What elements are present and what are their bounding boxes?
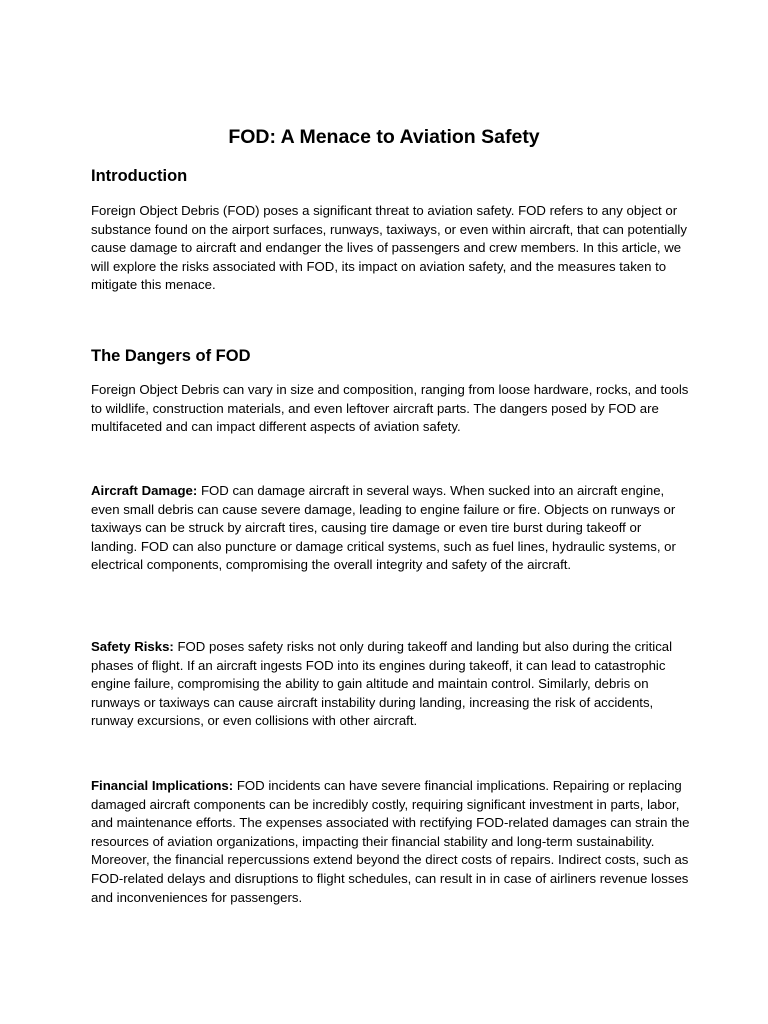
aircraft-damage-text: FOD can damage aircraft in several ways. When sucked into an aircraft engine, even small debris can cause severe damage, leading to engine failure or fire. Objects on runways or taxiways can be struck by aircraft tires, causing tire damage or even tire burst during takeoff or landing. FOD can also puncture or damage critical systems, such as fuel lines, hydraulic systems, or electrical components, compromising the overall integrity and safety of the aircraft. <box>91 483 676 573</box>
dangers-paragraph: Foreign Object Debris can vary in size and composition, ranging from loose hardware, rocks, and tools to wildlife, construction materials, and even leftover aircraft parts. The dangers posed by FOD are multifaceted and can impact different aspects of aviation safety. <box>91 382 689 435</box>
financial-implications-text: FOD incidents can have severe financial implications. Repairing or replacing damaged aircraft components can be incredibly costly, requiring significant investment in parts, labor, and maintenance efforts. The expenses associated with rectifying FOD-related damages can strain the resources of aviation organizations, impacting their financial stability and long-term sustainability. Moreover, the financial repercussions extend beyond the direct costs of repairs. Indirect costs, such as FOD-related delays and disruptions to flight schedules, can result in in case of airliners revenue losses and inconveniences for passengers. <box>91 778 690 905</box>
aircraft-damage-label: Aircraft Damage: <box>91 483 198 498</box>
safety-risks-paragraph <box>91 638 691 731</box>
document-title: FOD: A Menace to Aviation Safety <box>228 126 540 148</box>
section-heading-dangers: The Dangers of FOD <box>91 347 251 365</box>
aircraft-damage-paragraph <box>91 482 691 575</box>
safety-risks-label: Safety Risks: <box>91 639 174 654</box>
section-heading-introduction: Introduction <box>91 167 188 185</box>
safety-risks-text: FOD poses safety risks not only during takeoff and landing but also during the critical phases of flight. If an aircraft ingests FOD into its engines during takeoff, it can lead to catastrophic engine failure, compromising the ability to gain altitude and maintain control. Similarly, debris on runways or taxiways can cause aircraft instability during landing, increasing the risk of accidents, runway excursions, or even collisions with other aircraft. <box>91 639 673 729</box>
financial-implications-label: Financial Implications: <box>91 778 234 793</box>
introduction-paragraph: Foreign Object Debris (FOD) poses a significant threat to aviation safety. FOD refers to any object or substance found on the airport surfaces, runways, taxiways, or even within aircraft, that can potentially cause damage to aircraft and endanger the lives of passengers and crew members. In this article, we will explore the risks associated with FOD, its impact on aviation safety, and the measures taken to mitigate this menace. <box>91 203 687 293</box>
financial-implications-paragraph <box>91 777 691 907</box>
